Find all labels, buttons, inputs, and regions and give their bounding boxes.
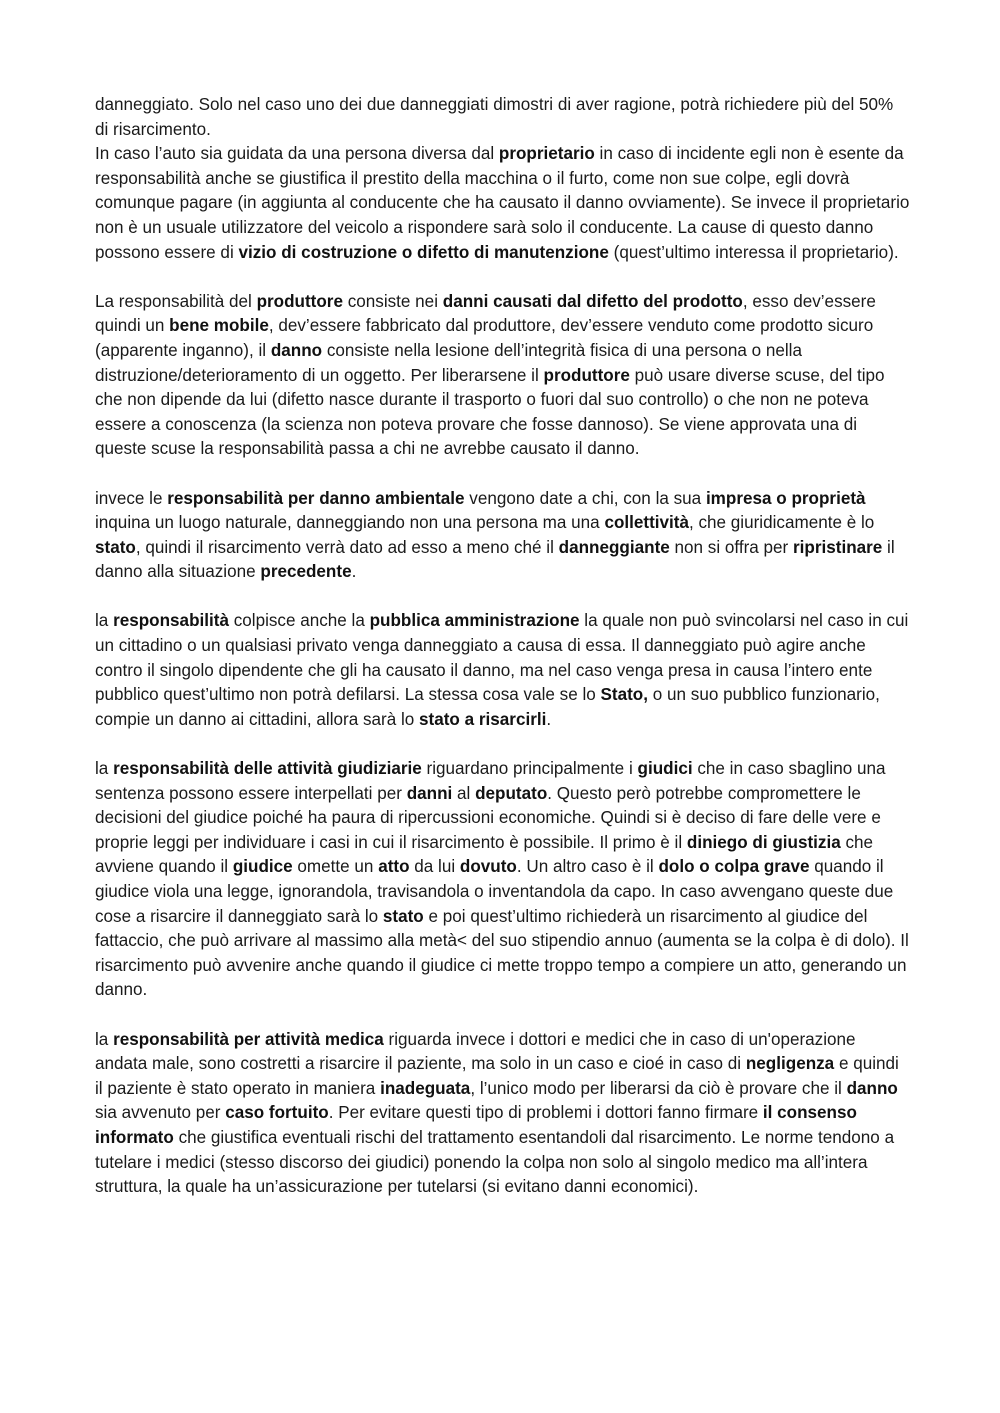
text-run: riguardano principalmente i [421, 759, 638, 779]
text-run: la [95, 759, 114, 779]
bold-term: pubblica amministrazione [369, 611, 580, 631]
bold-term: stato a risarcirli [419, 709, 547, 729]
paragraph [95, 609, 910, 732]
bold-term: il consenso informato [95, 1103, 857, 1147]
text-run: omette un [292, 857, 379, 877]
bold-term: Stato, [600, 685, 648, 705]
text-run: . Questo però potrebbe compromettere le decisioni del giudice poiché ha paura di ripercussioni economiche. Quindi si è deciso di fare delle vere e proprie leggi per individuare i casi in cui il risarcimento è possibile. Il primo è il [95, 783, 881, 852]
text-run: , quindi il risarcimento verrà dato ad esso a meno ché il [135, 537, 559, 557]
paragraph [95, 487, 910, 585]
text-run: La responsabilità del [95, 291, 257, 311]
bold-term: giudice [232, 857, 293, 877]
text-run: sia avvenuto per [95, 1103, 226, 1123]
bold-term: produttore [543, 365, 630, 385]
text-run: o un suo pubblico funzionario, compie un danno ai cittadini, allora sarà lo [95, 685, 880, 729]
paragraph [95, 1028, 910, 1200]
text-run: che avviene quando il [95, 832, 874, 877]
bold-term: proprietario [498, 144, 595, 164]
bold-term: diniego di giustizia [686, 832, 841, 852]
text-run: la [95, 611, 114, 631]
text-run: , esso dev’essere quindi un [95, 291, 876, 336]
text-run: consiste nella lesione dell’integrità fisica di una persona o nella distruzione/deterioramento di un oggetto. Per liberarsene il [95, 340, 802, 385]
document-page [95, 93, 910, 1224]
text-run: invece le [95, 488, 168, 508]
text-run: e quindi il paziente è stato operato in maniera [95, 1054, 899, 1098]
bold-term: deputato [475, 783, 548, 803]
text-run: , dev’essere fabbricato dal produttore, dev’essere venduto come prodotto sicuro (apparente inganno), il [95, 316, 874, 360]
text-run: danneggiato. Solo nel caso uno dei due danneggiati dimostri di aver ragione, potrà richiedere più del 50% di risarcimento. [95, 95, 894, 139]
paragraph [95, 93, 910, 142]
bold-term: dovuto [459, 857, 517, 877]
text-run: non si offra per [669, 537, 793, 557]
text-run: colpisce anche la [228, 611, 370, 631]
paragraph [95, 290, 910, 462]
text-run: che giustifica eventuali rischi del trattamento esentandoli dal risarcimento. Le norme tendono a tutelare i medici (stesso discorso dei giudici) ponendo la colpa non solo al singolo medico ma all’intera struttura, la quale ha un’assicurazione per tutelarsi (si evitano danni economici). [95, 1127, 895, 1197]
bold-term: vizio di costruzione o difetto di manutenzione [238, 242, 609, 262]
bold-term: stato [382, 906, 424, 926]
text-run: . [546, 709, 552, 729]
document-body [95, 93, 910, 1200]
text-run: . Per evitare questi tipo di problemi i dottori fanno firmare [328, 1103, 763, 1123]
paragraph [95, 142, 910, 265]
bold-term: responsabilità per attività medica [113, 1029, 384, 1049]
text-run: e poi quest’ultimo richiederà un risarcimento al giudice del fattaccio, che può arrivare al massimo alla metà< del suo stipendio annuo (aumenta se la colpa è di dolo). Il risarcimento può avvenire anche quando il giudice ci mette troppo tempo a compiere un atto, generando un danno. [95, 906, 909, 1000]
bold-term: danni [406, 783, 453, 803]
bold-term: impresa o proprietà [705, 488, 866, 508]
text-run: la quale non può svincolarsi nel caso in cui un cittadino o un qualsiasi privato venga danneggiato a causa di essa. Il danneggiato può agire anche contro il singolo dipendente che gli ha causato il danno, ma nel caso venga presa in causa l’intero ente pubblico quest’ultimo non potrà defilarsi. La stessa cosa vale se lo [95, 611, 909, 705]
text-run: In caso l’auto sia guidata da una persona diversa dal [95, 144, 499, 164]
bold-term: ripristinare [793, 537, 883, 557]
bold-term: stato [95, 537, 136, 557]
bold-term: collettività [604, 513, 689, 533]
text-run: quando il giudice viola una legge, ignorandola, travisandola o inventandola da capo. In caso avvengano queste due cose a risarcire il danneggiato sarà lo [95, 857, 894, 926]
text-run: inquina un luogo naturale, danneggiando non una persona ma una [95, 513, 605, 533]
text-run: la [95, 1029, 114, 1049]
text-run: può usare diverse scuse, del tipo che non dipende da lui (difetto nasce durante il trasporto o fuori dal suo controllo) o che non ne poteva essere a conoscenza (la scienza non poteva provare che fosse dannoso). Se viene approvata una di queste scuse la responsabilità passa a chi ne avrebbe causato il danno. [95, 365, 885, 459]
text-run: che in caso sbaglino una sentenza possono essere interpellati per [95, 759, 886, 803]
bold-term: responsabilità [113, 611, 229, 631]
text-run: vengono date a chi, con la sua [464, 488, 706, 508]
bold-term: atto [378, 857, 410, 877]
bold-term: dolo o colpa grave [658, 857, 810, 877]
bold-term: negligenza [745, 1054, 835, 1074]
bold-term: danno [270, 340, 323, 360]
bold-term: bene mobile [169, 316, 269, 336]
bold-term: caso fortuito [225, 1103, 329, 1123]
text-run: . [351, 562, 357, 582]
bold-term: giudici [637, 759, 693, 779]
bold-term: danneggiante [558, 537, 670, 557]
bold-term: responsabilità per danno ambientale [167, 488, 465, 508]
text-run: il danno alla situazione [95, 537, 895, 582]
text-run: , che giuridicamente è lo [688, 513, 875, 533]
bold-term: inadeguata [380, 1078, 471, 1098]
text-run: . Un altro caso è il [516, 857, 659, 877]
text-run: da lui [409, 857, 460, 877]
text-run: (quest’ultimo interessa il proprietario). [608, 242, 899, 262]
bold-term: danni causati dal difetto del prodotto [442, 291, 743, 311]
bold-term: precedente [260, 562, 352, 582]
text-run: consiste nei [342, 291, 443, 311]
bold-term: responsabilità delle attività giudiziarie [113, 759, 422, 779]
text-run: in caso di incidente egli non è esente da responsabilità anche se giustifica il prestito della macchina o il furto, come non sue colpe, egli dovrà comunque pagare (in aggiunta al conducente che ha causato il danno ovviamente). Se invece il proprietario non è un usuale utilizzatore del veicolo a rispondere sarà solo il conducente. La cause di questo danno possono essere di [95, 144, 910, 262]
text-run: , l’unico modo per liberarsi da ciò è provare che il [470, 1078, 847, 1098]
paragraph [95, 757, 910, 1003]
bold-term: produttore [256, 291, 343, 311]
text-run: al [452, 783, 476, 803]
bold-term: danno [846, 1078, 898, 1098]
text-run: riguarda invece i dottori e medici che in caso di un'operazione andata male, sono costretti a risarcire il paziente, ma solo in un caso e cioé in caso di [95, 1029, 856, 1074]
